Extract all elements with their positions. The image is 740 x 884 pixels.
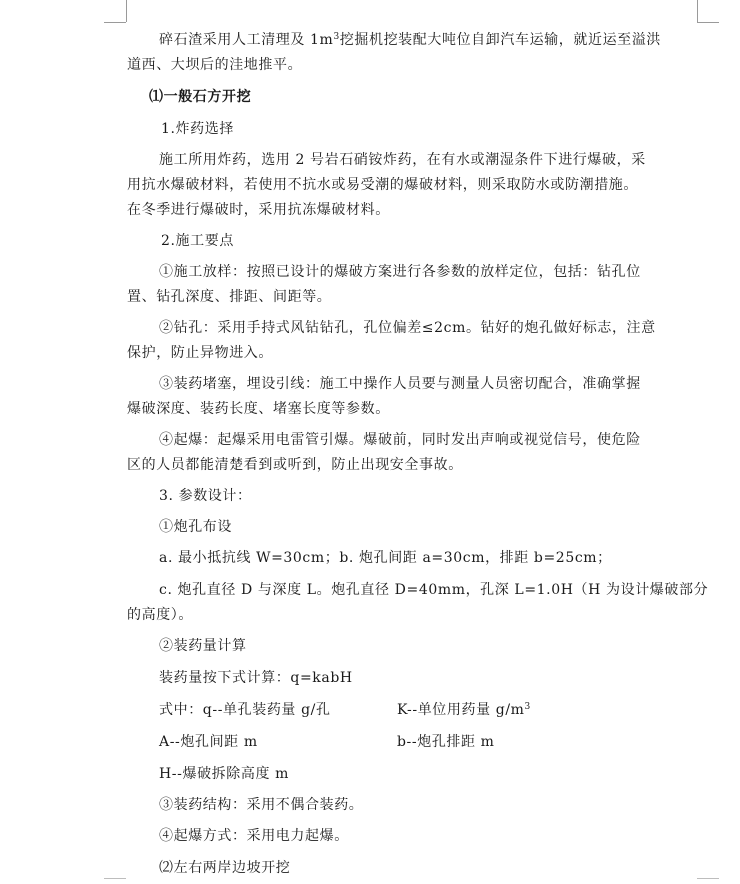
paragraph-line: ②钻孔：采用手持式风钻钻孔，孔位偏差≤2cm。钻好的炮孔做好标志，注意 (159, 320, 656, 336)
subsection-heading: 2.施工要点 (161, 233, 234, 249)
paragraph-line: ①施工放样：按照已设计的爆破方案进行各参数的放样定位，包括：钻孔位 (159, 264, 641, 280)
page-corner-mark (126, 0, 127, 22)
paragraph-line: ③装药结构：采用不偶合装药。 (159, 797, 364, 813)
paragraph-line: a. 最小抵抗线 W=30cm；b. 炮孔间距 a=30cm，排距 b=25cm； (159, 550, 612, 566)
page-corner-mark (697, 878, 719, 879)
paragraph-line: ④起爆方式：采用电力起爆。 (159, 828, 349, 844)
formula-term: A--炮孔间距 m (159, 734, 258, 750)
subsection-heading: ①炮孔布设 (159, 519, 232, 535)
page-corner-mark (697, 22, 719, 23)
paragraph-line: 区的人员都能清楚看到或听到，防止出现安全事故。 (127, 457, 463, 473)
paragraph-line: 的高度）。 (127, 607, 193, 623)
formula-term: b--炮孔排距 m (397, 734, 495, 750)
subsection-heading: ②装药量计算 (159, 638, 247, 654)
page-corner-mark (104, 878, 126, 879)
paragraph-line: 爆破深度、装药长度、堵塞长度等参数。 (127, 401, 390, 417)
subsection-heading: 1.炸药选择 (161, 121, 234, 137)
paragraph-line: ④起爆：起爆采用电雷管引爆。爆破前，同时发出声响或视觉信号，使危险 (159, 432, 641, 448)
paragraph-line: 道西、大坝后的洼地推平。 (127, 57, 303, 73)
paragraph-line: 在冬季进行爆破时，采用抗冻爆破材料。 (127, 202, 390, 218)
formula-term: K--单位用药量 $g/m^3$ (397, 702, 531, 718)
formula-term: 式中：q--单孔装药量 g/孔 (159, 702, 331, 718)
section-heading: ⑴一般石方开挖 (149, 89, 252, 105)
paragraph-line: 用抗水爆破材料，若使用不抗水或易受潮的爆破材料，则采取防水或防潮措施。 (127, 177, 638, 193)
page-corner-mark (697, 0, 698, 22)
paragraph-line: 碎石渣采用人工清理及 $1m^3$挖掘机挖装配大吨位自卸汽车运输，就近运至溢洪 (159, 32, 661, 48)
formula-term: H--爆破拆除高度 m (159, 766, 289, 782)
paragraph-line: ③装药堵塞，埋设引线：施工中操作人员要与测量人员密切配合，准确掌握 (159, 376, 641, 392)
section-heading: ⑵左右两岸边坡开挖 (159, 860, 291, 876)
paragraph-line: 保护，防止异物进入。 (127, 345, 273, 361)
formula-line: 装药量按下式计算：q=kabH (159, 670, 353, 686)
paragraph-line: 施工所用炸药，选用 2 号岩石硝铵炸药，在有水或潮湿条件下进行爆破，采 (159, 152, 646, 168)
paragraph-line: c. 炮孔直径 D 与深度 L。炮孔直径 D=40mm，孔深 L=1.0H（H 为设计爆破部分 (159, 582, 709, 598)
paragraph-line: 置、钻孔深度、排距、间距等。 (127, 289, 332, 305)
page-corner-mark (104, 22, 126, 23)
subsection-heading: 3. 参数设计： (159, 488, 252, 504)
